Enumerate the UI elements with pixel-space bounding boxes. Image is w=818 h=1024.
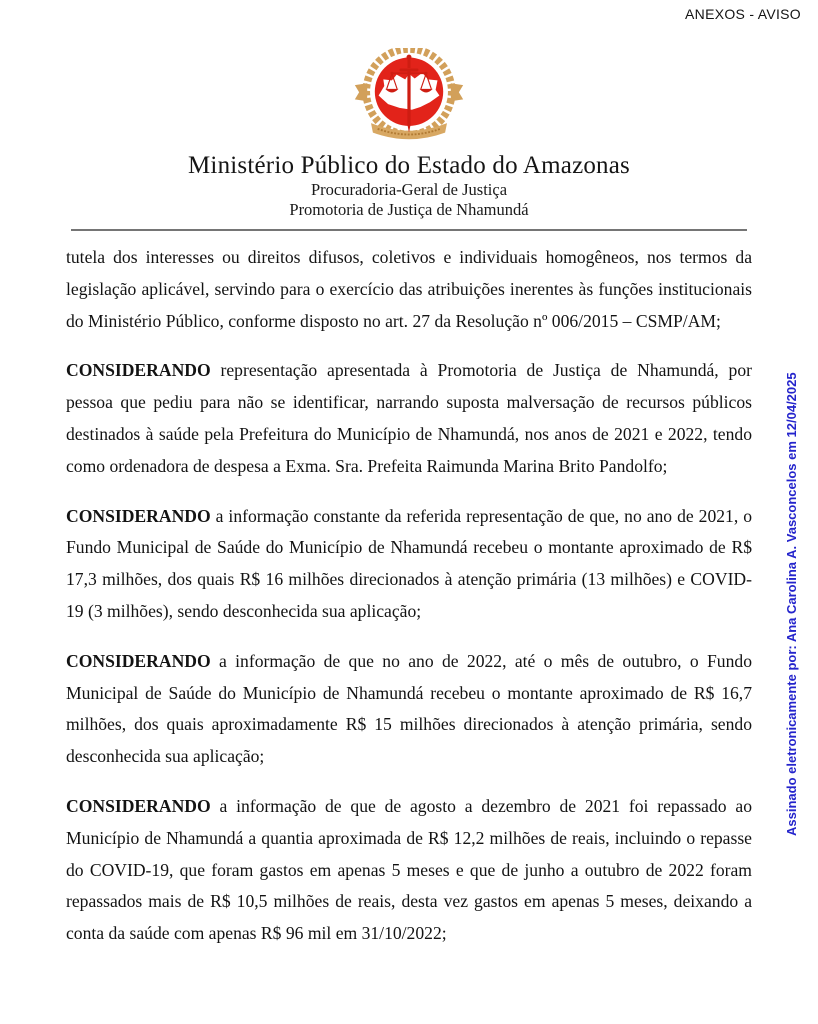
body-paragraph xyxy=(66,646,752,773)
division-name: Procuradoria-Geral de Justiça xyxy=(310,180,508,199)
corner-label: ANEXOS - AVISO xyxy=(685,6,801,22)
paragraph-text: tutela dos interesses ou direitos difusos, coletivos e individuais homogêneos, nos termos da legislação aplicável, servindo para o exercício das atribuições inerentes às funções institucionais do Ministério Público, conforme disposto no art. 27 da Resolução nº 006/2015 – CSMP/AM; xyxy=(66,247,752,331)
paragraph-text: a informação de que no ano de 2022, até o mês de outubro, o Fundo Municipal de Saúde do Município de Nhamundá recebeu o montante aproximado de R$ 16,7 milhões, dos quais aproximadamente R$ 15 milhões direcionados à atenção primária, sendo desconhecida sua aplicação; xyxy=(66,650,752,767)
org-name: Ministério Público do Estado do Amazonas xyxy=(188,152,630,179)
paragraph-text: a informação de que de agosto a dezembro de 2021 foi repassado ao Município de Nhamundá a quantia aproximada de R$ 12,2 milhões de reais, incluindo o repasse do COVID-19, que foram gastos em apenas 5 meses e que de junho a outubro de 2022 foram repassados mais de R$ 10,5 milhões de reais, desta vez gastos em apenas 5 meses, deixando a conta da saúde com apenas R$ 96 mil em 31/10/2022; xyxy=(66,795,752,944)
electronic-signature-vertical-text: Assinado eletronicamente por: Ana Carolina A. Vasconcelos em 12/04/2025 xyxy=(784,372,799,836)
paragraph-lead: CONSIDERANDO xyxy=(66,505,211,526)
paragraph-lead: CONSIDERANDO xyxy=(66,650,211,671)
paragraph-text: representação apresentada à Promotoria de Justiça de Nhamundá, por pessoa que pediu para não se identificar, narrando suposta malversação de recursos públicos destinados à saúde pela Prefeitura do Município de Nhamundá, nos anos de 2021 e 2022, tendo como ordenadora de despesa a Exma. Sra. Prefeita Raimunda Marina Brito Pandolfo; xyxy=(66,360,752,476)
office-name: Promotoria de Justiça de Nhamundá xyxy=(289,200,529,219)
body-paragraph xyxy=(66,355,752,482)
header-divider xyxy=(71,229,747,231)
paragraph-lead: CONSIDERANDO xyxy=(66,795,211,816)
paragraph-text: a informação constante da referida representação de que, no ano de 2021, o Fundo Municipal de Saúde do Município de Nhamundá recebeu o montante aproximado de R$ 17,3 milhões, dos quais R$ 16 milhões direcionados à atenção primária (13 milhões) e COVID-19 (3 milhões), sendo desconhecida sua aplicação; xyxy=(66,505,752,621)
body-paragraph xyxy=(66,242,752,337)
document-body xyxy=(66,242,752,968)
paragraph-lead: CONSIDERANDO xyxy=(66,360,211,381)
document-header xyxy=(0,0,818,231)
body-paragraph xyxy=(66,791,752,950)
body-paragraph xyxy=(66,501,752,628)
mpam-justice-crest-icon xyxy=(352,48,466,145)
